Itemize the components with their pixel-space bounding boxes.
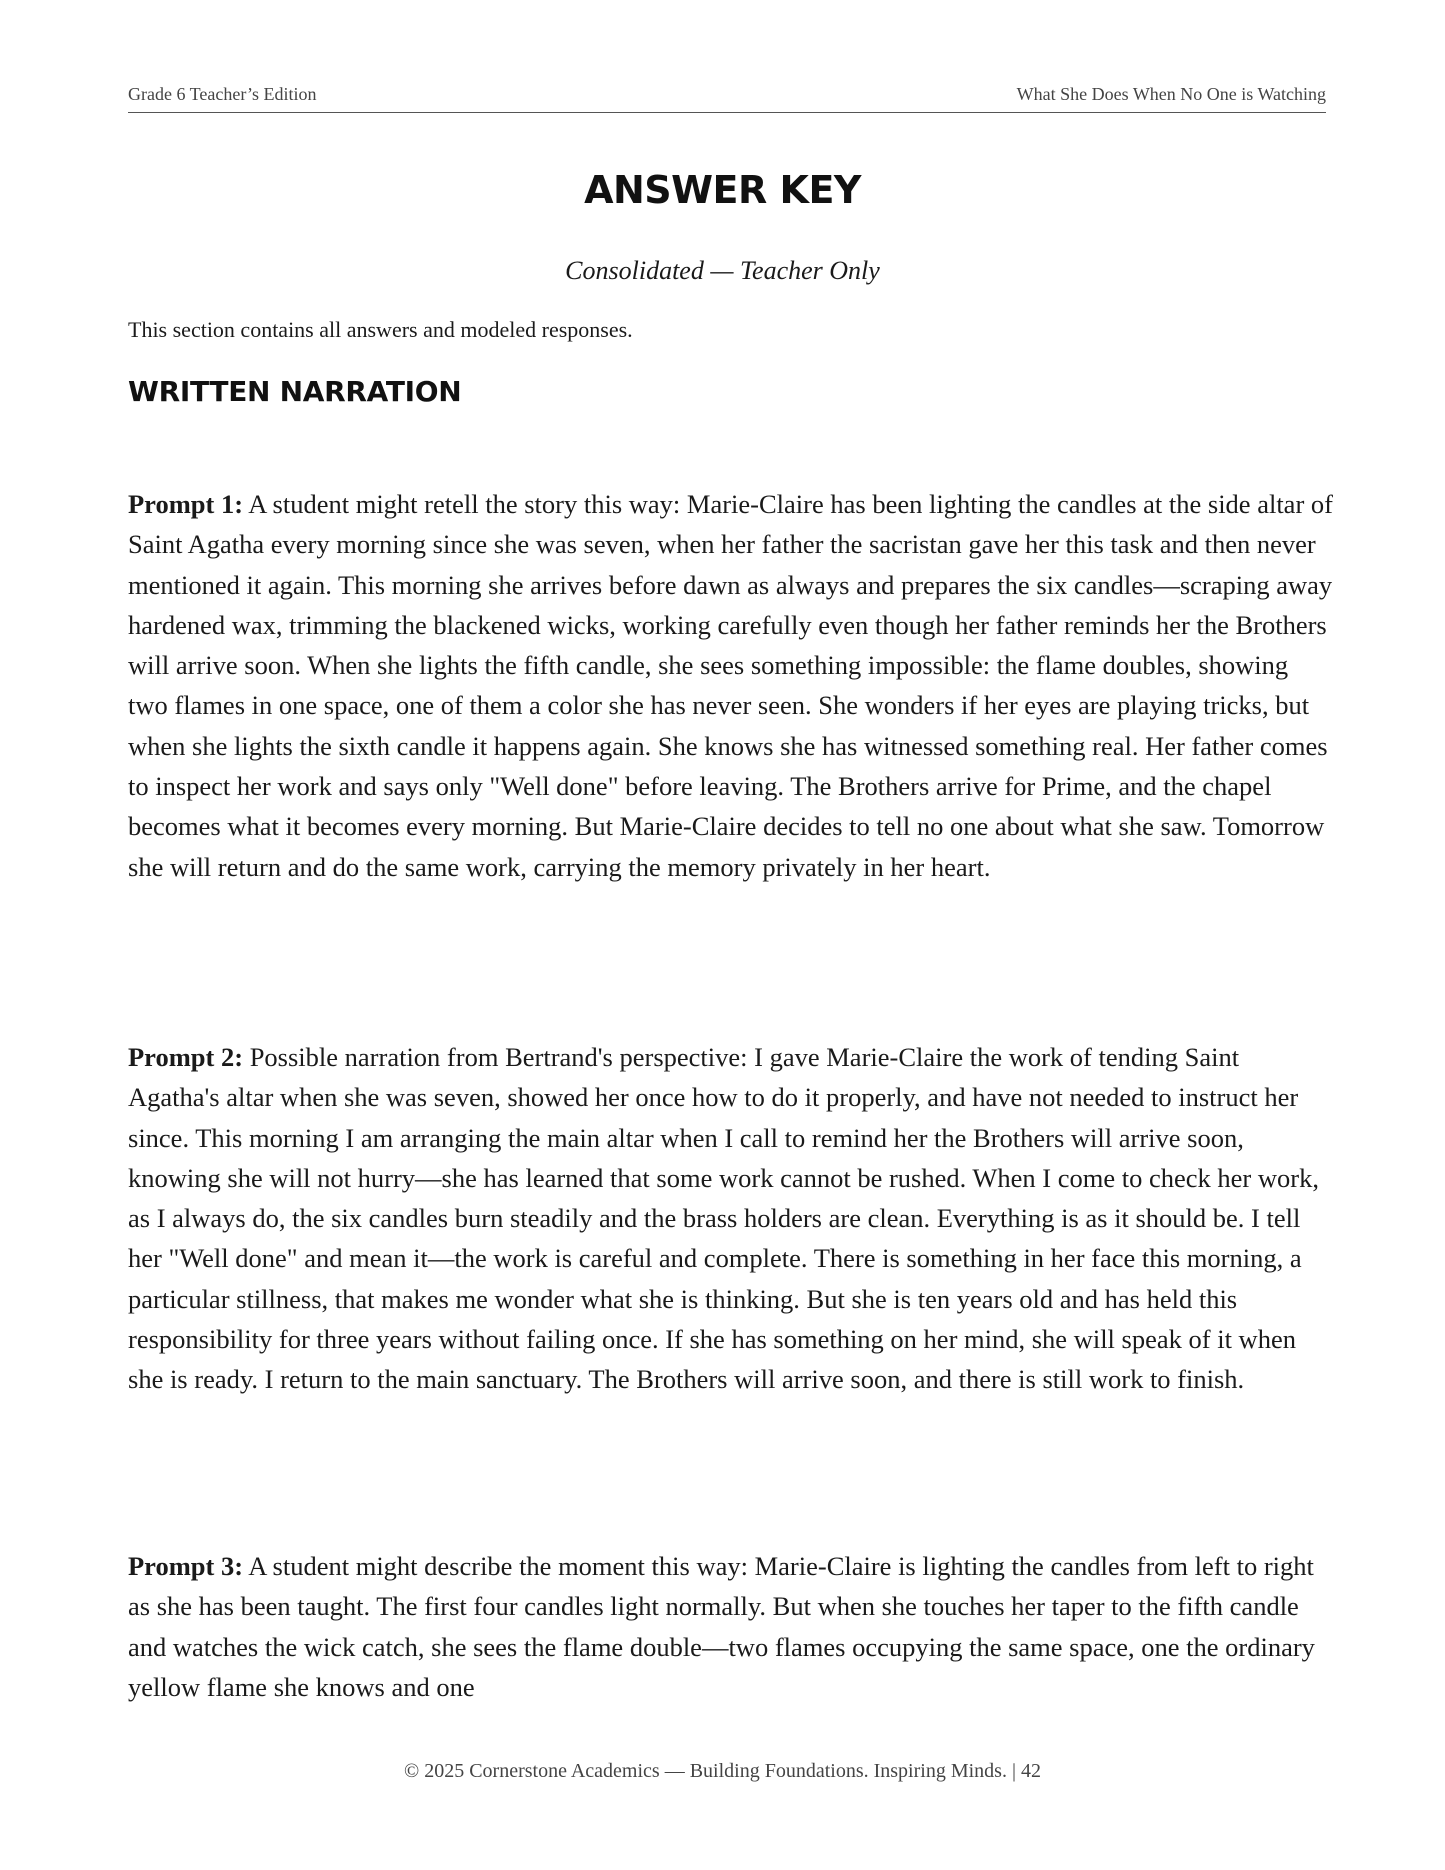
prompt-3-text: A student might describe the moment this way: Marie-Claire is lighting the candles from left to right as she has been taught. The first four candles light normally. But when she touches her taper to the fifth candle and watches the wick catch, she sees the flame double—two flames occupying the same space, one the ordinary yellow flame she knows and one [128, 1551, 1315, 1702]
prompt-3-response [128, 1546, 1333, 1707]
prompt-1-label: Prompt 1: [128, 489, 244, 519]
prompt-2-label: Prompt 2: [128, 1042, 244, 1072]
prompt-2-response [128, 1037, 1333, 1400]
prompt-3-label: Prompt 3: [128, 1551, 244, 1581]
page-subtitle: Consolidated — Teacher Only [565, 256, 880, 285]
header-edition: Grade 6 Teacher’s Edition [128, 84, 317, 104]
intro-text: This section contains all answers and modeled responses. [128, 317, 633, 342]
section-heading: WRITTEN NARRATION [128, 375, 462, 408]
prompt-1-response [128, 484, 1333, 887]
page-footer: © 2025 Cornerstone Academics — Building Foundations. Inspiring Minds. | 42 [404, 1760, 1041, 1782]
running-header [128, 84, 1326, 113]
prompt-1-text: A student might retell the story this way: Marie-Claire has been lighting the candles at the side altar of Saint Agatha every morning since she was seven, when her father the sacristan gave her this task and then never mentioned it again. This morning she arrives before dawn as always and prepares the six candles—scraping away hardened wax, trimming the blackened wicks, working carefully even though her father reminds her the Brothers will arrive soon. When she lights the fifth candle, she sees something impossible: the flame doubles, showing two flames in one space, one of them a color she has never seen. She wonders if her eyes are playing tricks, but when she lights the sixth candle it happens again. She knows she has witnessed something real. Her father comes to inspect her work and says only "Well done" before leaving. The Brothers arrive for Prime, and the chapel becomes what it becomes every morning. But Marie-Claire decides to tell no one about what she saw. Tomorrow she will return and do the same work, carrying the memory privately in her heart. [128, 489, 1333, 882]
prompt-2-text: Possible narration from Bertrand's perspective: I gave Marie-Claire the work of tending Saint Agatha's altar when she was seven, showed her once how to do it properly, and have not needed to instruct her since. This morning I am arranging the main altar when I call to remind her the Brothers will arrive soon, knowing she will not hurry—she has learned that some work cannot be rushed. When I come to check her work, as I always do, the six candles burn steadily and the brass holders are clean. Everything is as it should be. I tell her "Well done" and mean it—the work is careful and complete. There is something in her face this morning, a particular stillness, that makes me wonder what she is thinking. But she is ten years old and has held this responsibility for three years without failing once. If she has something on her mind, she will speak of it when she is ready. I return to the main sanctuary. The Brothers will arrive soon, and there is still work to finish. [128, 1042, 1319, 1395]
page-title: ANSWER KEY [584, 168, 861, 212]
header-story-title: What She Does When No One is Watching [1016, 84, 1326, 104]
